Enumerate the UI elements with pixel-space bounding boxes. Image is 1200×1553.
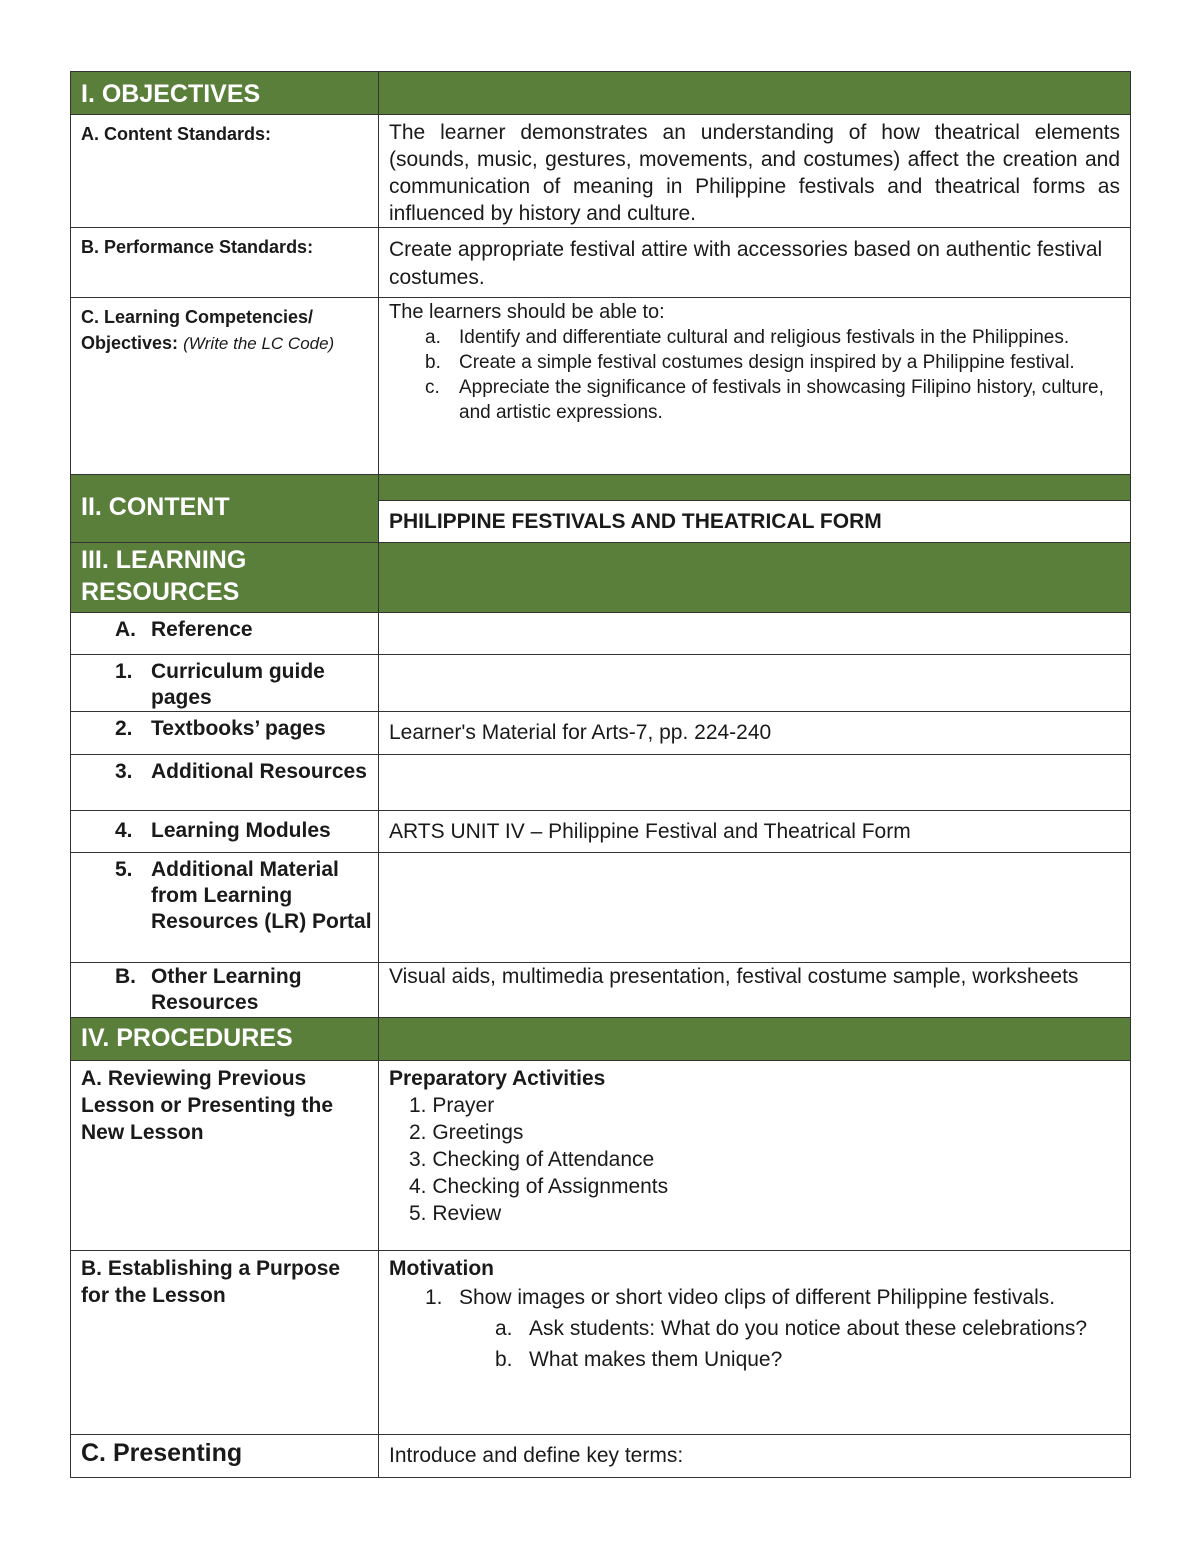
list-item: 1. Show images or short video clips of different Philippine festivals. [425,1286,1056,1309]
resources-header-fill [379,543,1131,613]
list-item: 1. Prayer [409,1094,495,1117]
resource-label: 1. Curriculum guide pages [115,660,325,709]
content-header-fill [379,475,1131,501]
reference-label-cell [71,613,379,655]
presenting-cell [379,1435,1131,1478]
list-item: a. Ask students: What do you notice about these celebrations? [495,1317,1088,1340]
objectives-header [71,72,379,115]
section-title: IV. PROCEDURES [81,1024,293,1052]
other-resources-label-cell [71,963,379,1018]
preparatory-activities-cell [379,1061,1131,1251]
textbooks-label-cell [71,712,379,755]
objectives-header-fill [379,72,1131,115]
reviewing-label: A. Reviewing Previous Lesson or Presenting the New Lesson [81,1067,334,1144]
curriculum-guide-value-cell [379,655,1131,712]
purpose-label: B. Establishing a Purpose for the Lesson [81,1257,341,1307]
content-title: PHILIPPINE FESTIVALS AND THEATRICAL FORM [389,510,882,533]
other-resources-label: B. Other Learning Resources [115,965,302,1014]
resource-label: 4. Learning Modules [115,819,331,842]
competencies-label-line1: C. Learning Competencies/ [81,307,314,327]
resources-header [71,543,379,613]
reviewing-label-cell [71,1061,379,1251]
list-item: b. Create a simple festival costumes design inspired by a Philippine festival. [425,352,1075,373]
motivation [379,1251,1130,1375]
content-standards-label: A. Content Standards: [81,124,272,144]
presenting-label: C. Presenting [81,1439,243,1467]
curriculum-guide-label-cell [71,655,379,712]
motivation-cell [379,1251,1131,1435]
list-item: 4. Checking of Assignments [409,1175,669,1198]
reference-value-cell [379,613,1131,655]
performance-standards-label-cell [71,228,379,298]
section-title: III. LEARNING RESOURCES [81,546,247,606]
additional-resources-value-cell [379,755,1131,811]
reference-label: A. Reference [115,618,253,641]
preparatory-activities [379,1061,1130,1227]
resource-label: 2. Textbooks’ pages [115,717,326,740]
other-resources-value-cell [379,963,1131,1018]
content-standards-label-cell [71,115,379,228]
content-standards-text: The learner demonstrates an understanding of how theatrical elements (sounds, music, gestures, movements, and costumes) affect the creation and communication of meaning in Philippine festivals and theatrical forms as influenced by history and culture. [389,121,1120,225]
section-title: I. OBJECTIVES [81,80,261,108]
content-standards-cell [379,115,1131,228]
list-item: c. Appreciate the significance of festivals in showcasing Filipino history, culture, and artistic expressions. [425,377,1104,423]
competencies-label-cell [71,298,379,475]
performance-standards-cell [379,228,1131,298]
additional-resources-label-cell [71,755,379,811]
procedures-header-fill [379,1018,1131,1061]
performance-standards-label: B. Performance Standards: [81,237,314,257]
textbooks-value-cell [379,712,1131,755]
competencies-intro: The learners should be able to: [389,301,665,323]
textbooks-value: Learner's Material for Arts-7, pp. 224-240 [389,721,772,744]
purpose-label-cell [71,1251,379,1435]
other-resources-value: Visual aids, multimedia presentation, festival costume sample, worksheets [389,965,1079,988]
section-title: II. CONTENT [81,492,230,521]
presenting-text: Introduce and define key terms: [389,1444,684,1467]
lc-code-note: (Write the LC Code) [183,334,335,353]
lr-portal-label-cell [71,853,379,963]
performance-standards-text: Create appropriate festival attire with accessories based on authentic festival costumes. [389,238,1103,289]
motivation-title: Motivation [389,1257,494,1280]
presenting-label-cell [71,1435,379,1478]
preparatory-title: Preparatory Activities [389,1067,606,1090]
content-cell [379,501,1131,543]
competencies-label-line2: Objectives: [81,333,179,353]
lesson-plan-table [70,71,1131,1478]
learning-modules-label-cell [71,811,379,853]
list-item: 3. Checking of Attendance [409,1148,655,1171]
lr-portal-value-cell [379,853,1131,963]
list-item: 5. Review [409,1202,502,1225]
list-item: 2. Greetings [409,1121,524,1144]
learning-modules-value: ARTS UNIT IV – Philippine Festival and Theatrical Form [389,820,911,843]
list-item: a. Identify and differentiate cultural and religious festivals in the Philippines. [425,327,1070,348]
procedures-header [71,1018,379,1061]
list-item: b. What makes them Unique? [495,1348,783,1371]
competencies-list [379,298,1130,425]
competencies-label [71,298,378,357]
learning-modules-value-cell [379,811,1131,853]
resource-label: 5. Additional Material from Learning Resources (LR) Portal [115,858,372,933]
competencies-cell [379,298,1131,475]
content-header [71,475,379,543]
resource-label: 3. Additional Resources [115,760,367,783]
